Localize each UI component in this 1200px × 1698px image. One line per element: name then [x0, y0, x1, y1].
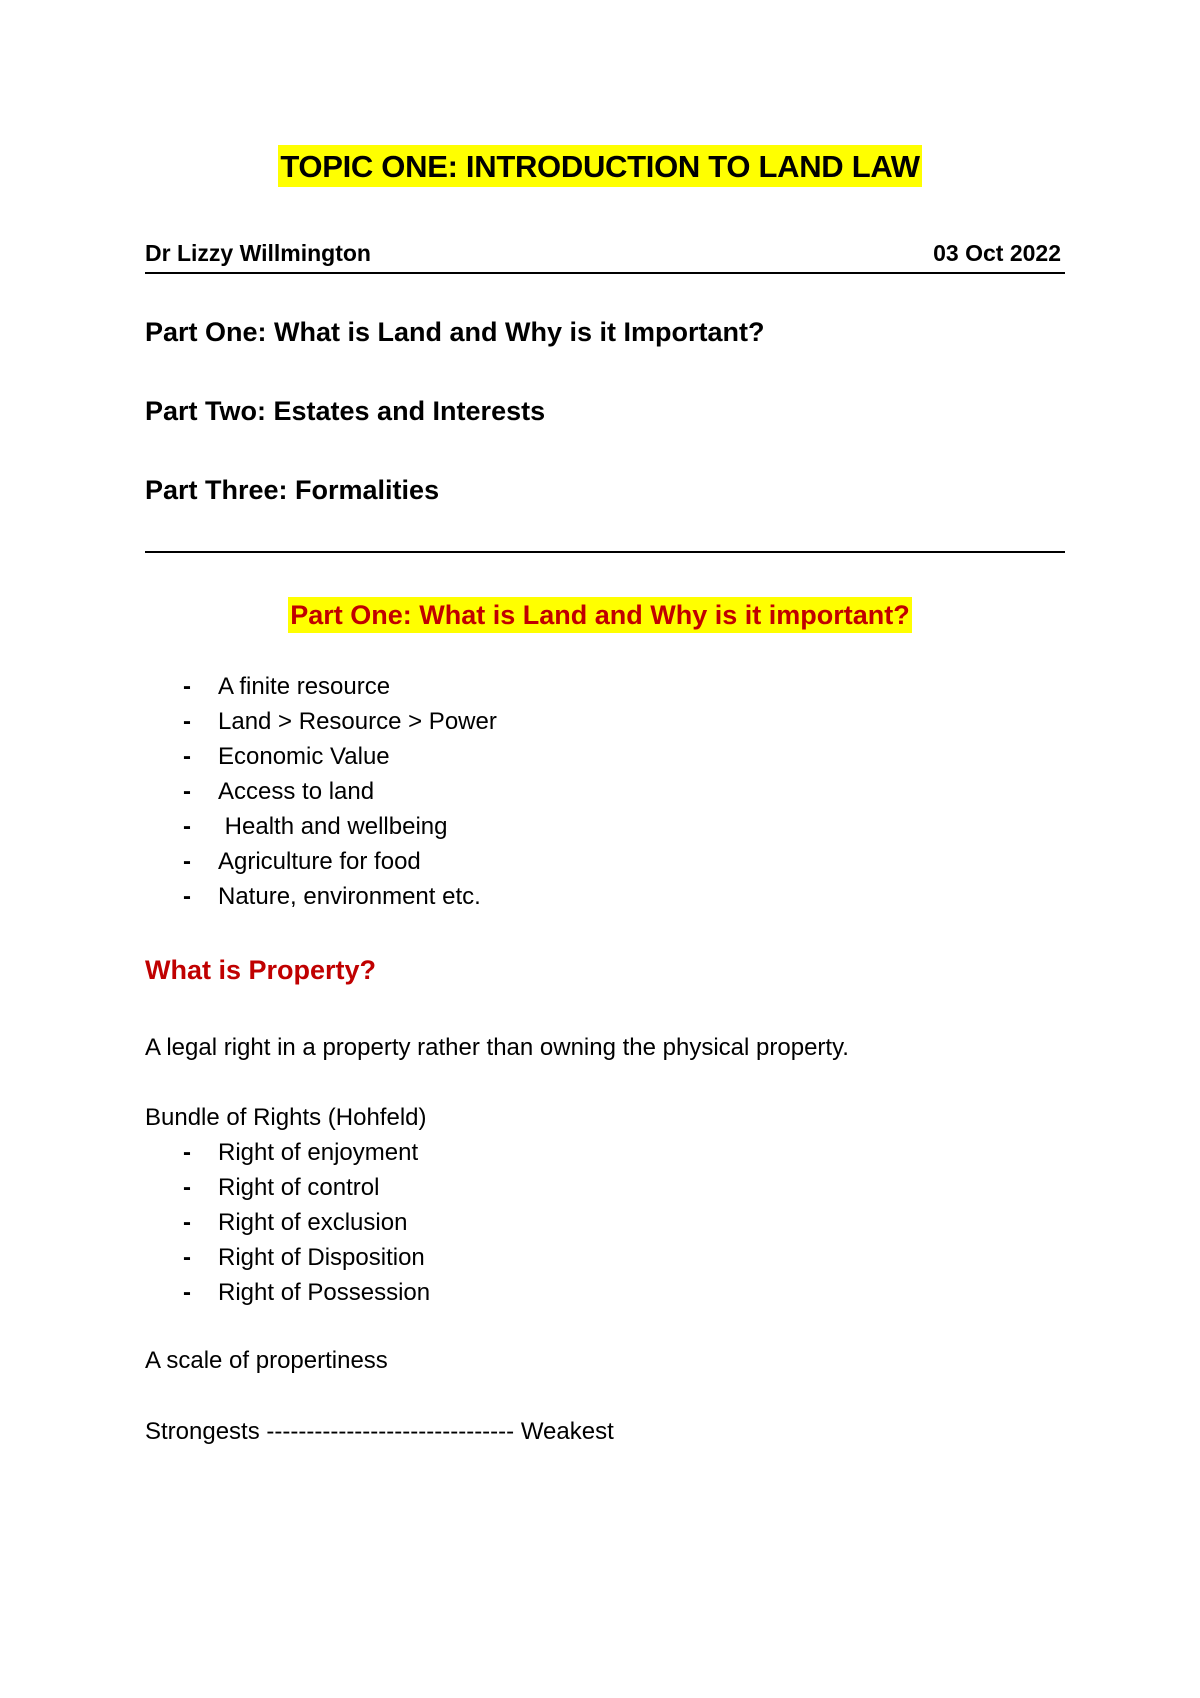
list-item-text: Economic Value: [218, 743, 390, 770]
list-item: [183, 1275, 430, 1310]
land-importance-list: [183, 669, 497, 914]
list-item-text: Health and wellbeing: [218, 813, 448, 840]
bullet-dash: -: [183, 848, 191, 875]
bullet-dash: -: [183, 778, 191, 805]
list-item-text: Right of Disposition: [218, 1244, 425, 1271]
list-item: [183, 739, 497, 774]
list-item: [183, 879, 497, 914]
document-title: TOPIC ONE: INTRODUCTION TO LAND LAW: [278, 145, 921, 187]
section-title-container: [0, 597, 1200, 633]
section-title: Part One: What is Land and Why is it important?: [288, 597, 912, 633]
contents-item-part-two: Part Two: Estates and Interests: [145, 396, 546, 426]
bullet-dash: -: [183, 1244, 191, 1271]
bullet-dash: -: [183, 673, 191, 700]
list-item: [183, 1240, 430, 1275]
list-item-text: Right of control: [218, 1174, 380, 1201]
author-name: Dr Lizzy Willmington: [145, 240, 371, 266]
section-divider: [145, 551, 1065, 553]
list-item-text: Nature, environment etc.: [218, 883, 481, 910]
property-definition: A legal right in a property rather than owning the physical property.: [145, 1034, 849, 1061]
rights-list: [183, 1135, 430, 1310]
scale-label: A scale of propertiness: [145, 1347, 388, 1374]
contents-item-part-three: Part Three: Formalities: [145, 475, 440, 505]
bullet-dash: -: [183, 1139, 191, 1166]
bullet-dash: -: [183, 813, 191, 840]
list-item: [183, 844, 497, 879]
bullet-dash: -: [183, 1209, 191, 1236]
bullet-dash: -: [183, 883, 191, 910]
list-item-text: Agriculture for food: [218, 848, 421, 875]
property-heading: What is Property?: [145, 955, 377, 985]
list-item: [183, 1135, 430, 1170]
list-item: [183, 774, 497, 809]
list-item-text: A finite resource: [218, 673, 391, 700]
bullet-dash: -: [183, 1279, 191, 1306]
list-item-text: Right of exclusion: [218, 1209, 408, 1236]
contents-item-part-one: Part One: What is Land and Why is it Important?: [145, 317, 765, 347]
list-item: [183, 1170, 430, 1205]
list-item: [183, 1205, 430, 1240]
list-item-text: Access to land: [218, 778, 375, 805]
bullet-dash: -: [183, 708, 191, 735]
scale-line: Strongests ------------------------------- Weakest: [145, 1418, 614, 1445]
list-item-text: Right of Possession: [218, 1279, 431, 1306]
rights-intro: Bundle of Rights (Hohfeld): [145, 1104, 427, 1131]
document-date: 03 Oct 2022: [933, 240, 1061, 266]
title-container: [0, 145, 1200, 187]
author-date-row: [145, 236, 1065, 274]
list-item-text: Land > Resource > Power: [218, 708, 497, 735]
list-item: [183, 669, 497, 704]
list-item: [183, 704, 497, 739]
bullet-dash: -: [183, 1174, 191, 1201]
list-item: [183, 809, 497, 844]
bullet-dash: -: [183, 743, 191, 770]
list-item-text: Right of enjoyment: [218, 1139, 419, 1166]
